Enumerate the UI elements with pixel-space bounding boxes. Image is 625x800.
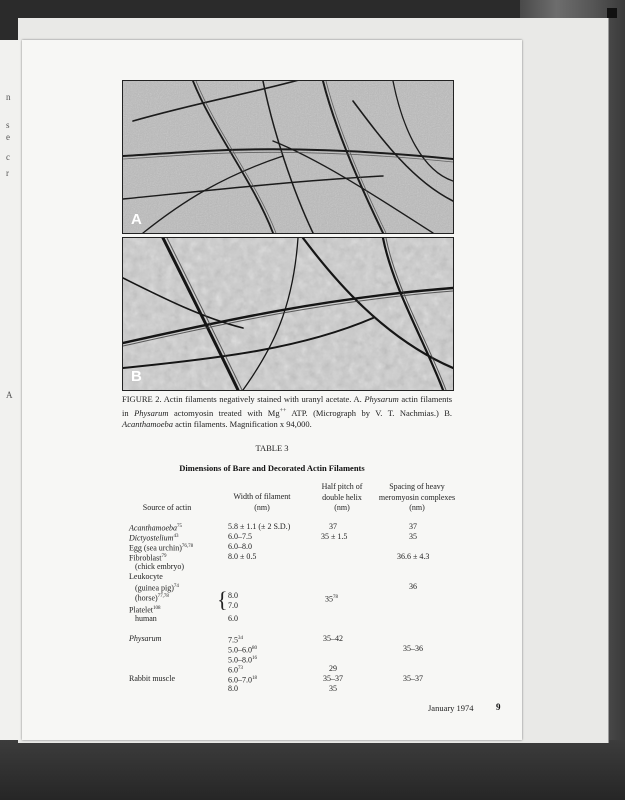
header-width-line-1: Width of filament bbox=[233, 492, 291, 501]
corner-mark bbox=[607, 8, 617, 18]
pitch-value: 29 bbox=[329, 664, 337, 673]
caption-text-2: actin filaments in bbox=[122, 394, 453, 418]
pitch-value: 35–42 bbox=[323, 634, 343, 643]
header-source bbox=[117, 503, 217, 514]
micrograph-b bbox=[122, 237, 454, 391]
pitch-value: 37 bbox=[329, 522, 337, 531]
source-egg: Egg (sea urchin) bbox=[129, 543, 182, 553]
spacing-value: 37 bbox=[409, 522, 417, 531]
header-pitch-line-3: (nm) bbox=[334, 503, 350, 512]
header-spacing-line-1: Spacing of heavy bbox=[389, 482, 445, 491]
ref: 16 bbox=[252, 656, 257, 661]
figure-caption bbox=[122, 394, 452, 430]
caption-physarum-1: Physarum bbox=[364, 394, 399, 404]
micrograph-a bbox=[122, 80, 454, 234]
caption-text-5: actin filaments. Magnification x 94,000. bbox=[175, 418, 312, 429]
ref: 75 bbox=[177, 524, 182, 529]
brace-symbol: { bbox=[217, 587, 228, 612]
width-value: 5.8 ± 1.1 (± 2 S.D.) bbox=[228, 522, 291, 531]
previous-page-strip: n s e c r A bbox=[0, 40, 23, 740]
ref: 79 bbox=[161, 554, 167, 559]
caption-text-3: actomyosin treated with Mg bbox=[174, 407, 280, 418]
spacing-value: 35–36 bbox=[403, 644, 423, 653]
source-human: human bbox=[135, 614, 157, 623]
table-row bbox=[135, 592, 169, 604]
header-source-line: Source of actin bbox=[142, 503, 192, 512]
micrograph-b-image bbox=[123, 238, 453, 390]
header-spacing-line-2: meromyosin complexes bbox=[378, 492, 456, 502]
width-value: 8.0 bbox=[228, 591, 238, 600]
ref: 34 bbox=[238, 636, 243, 641]
table-row bbox=[135, 562, 184, 572]
width-value: 6.0 bbox=[228, 614, 238, 623]
width-number: 7.5 bbox=[228, 635, 238, 645]
ref: 80 bbox=[252, 646, 257, 651]
table-row bbox=[135, 614, 157, 624]
caption-superscript: ++ bbox=[279, 407, 287, 414]
caption-text-1: Actin filaments negatively stained with uranyl acetate. A. bbox=[163, 394, 362, 404]
source-chick-embryo: (chick embryo) bbox=[135, 562, 185, 571]
width-value: 8.0 ± 0.5 bbox=[228, 552, 257, 561]
caption-text-4: ATP. (Micrograph by V. T. Nachmias.) B. bbox=[291, 407, 453, 418]
ref: 108 bbox=[153, 606, 161, 611]
spacing-value: 36 bbox=[409, 582, 417, 591]
table-title: Dimensions of Bare and Decorated Actin Filaments bbox=[179, 463, 365, 473]
width-number: 5.0–6.0 bbox=[228, 645, 252, 655]
spacing-value: 35 bbox=[409, 532, 417, 541]
width-value: 8.0 bbox=[228, 684, 238, 693]
source-rabbit-muscle: Rabbit muscle bbox=[129, 674, 175, 683]
table-row bbox=[129, 674, 175, 684]
width-number: 5.0–8.0 bbox=[228, 655, 252, 665]
page-number: 9 bbox=[496, 702, 501, 712]
panel-a-label: A bbox=[131, 211, 142, 228]
ref: 74 bbox=[173, 584, 179, 589]
ref: 78 bbox=[333, 595, 338, 600]
ref: 18 bbox=[252, 676, 257, 681]
pitch-number: 35 bbox=[325, 594, 333, 604]
width-value: 6.0–8.0 bbox=[228, 542, 252, 551]
table-row bbox=[129, 634, 161, 644]
header-pitch-line-2: double helix bbox=[322, 492, 362, 502]
spacing-value: 35–37 bbox=[403, 674, 423, 683]
source-acanthamoeba: Acanthamoeba bbox=[129, 523, 177, 533]
source-horse: (horse) bbox=[135, 593, 158, 603]
source-leukocyte: Leukocyte bbox=[129, 572, 163, 581]
ref: 76,78 bbox=[181, 544, 194, 549]
pitch-value: 35 bbox=[329, 684, 337, 693]
ref: 73 bbox=[238, 666, 243, 671]
scan-background-bottom bbox=[0, 740, 625, 800]
width-number: 6.0 bbox=[228, 665, 238, 675]
caption-acanthamoeba: Acanthamoeba bbox=[122, 418, 173, 429]
width-number: 6.0–7.0 bbox=[228, 675, 252, 685]
header-spacing-line-3: (nm) bbox=[409, 503, 425, 512]
document-page bbox=[22, 40, 522, 740]
header-width bbox=[217, 492, 307, 513]
spacing-value: 36.6 ± 4.3 bbox=[397, 552, 430, 561]
pitch-value: 35 ± 1.5 bbox=[321, 532, 348, 541]
caption-label: FIGURE 2. bbox=[122, 394, 162, 404]
table-number: TABLE 3 bbox=[255, 443, 289, 453]
caption-physarum-2: Physarum bbox=[134, 407, 169, 418]
pitch-value: 35–37 bbox=[323, 674, 343, 683]
header-width-line-2: (nm) bbox=[254, 502, 270, 512]
ref: 43 bbox=[173, 534, 179, 539]
width-value: 6.0–7.5 bbox=[228, 532, 252, 541]
pitch-value bbox=[325, 593, 338, 605]
header-pitch-line-1: Half pitch of bbox=[321, 482, 363, 491]
source-dictyostelium: Dictyostelium bbox=[129, 533, 174, 543]
source-platelet: Platelet bbox=[129, 605, 153, 615]
panel-b-label: B bbox=[131, 368, 142, 385]
header-spacing bbox=[362, 482, 472, 514]
table-row bbox=[129, 572, 163, 582]
ref: 77,78 bbox=[157, 594, 169, 599]
source-guinea-pig: (guinea pig) bbox=[135, 583, 174, 593]
footer-date: January 1974 bbox=[428, 703, 474, 713]
micrograph-a-image bbox=[123, 81, 453, 233]
width-value: 7.0 bbox=[228, 601, 238, 610]
source-physarum: Physarum bbox=[129, 634, 162, 643]
source-fibroblast: Fibroblast bbox=[129, 553, 162, 563]
